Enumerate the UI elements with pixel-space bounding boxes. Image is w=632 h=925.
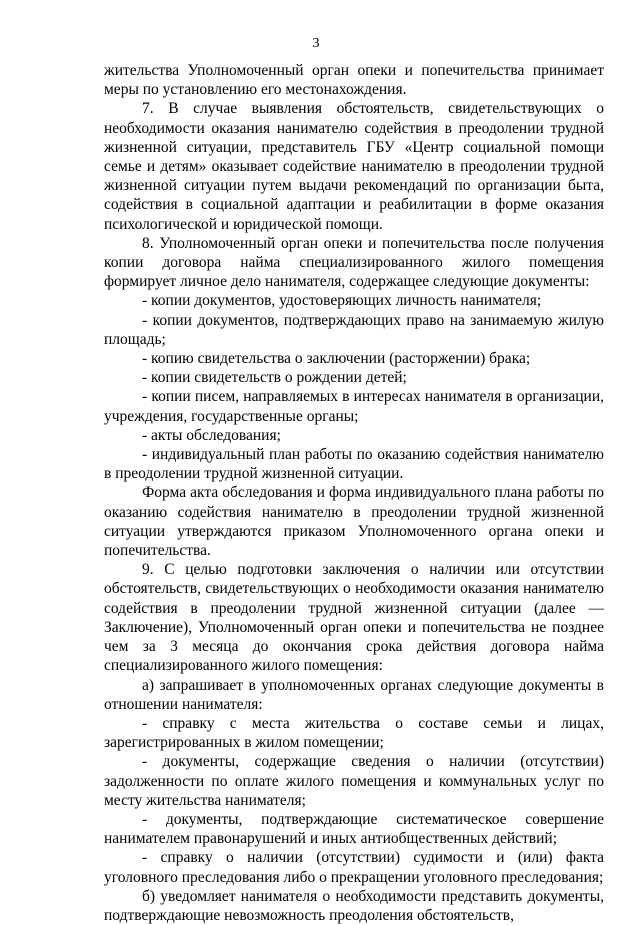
list-item: - справку с места жительства о составе семьи и лицах, зарегистрированных в жилом помещении; [104,714,604,752]
subitem-b: б) уведомляет нанимателя о необходимости представить документы, подтверждающие невозможность преодоления обстоятельств, [104,887,604,924]
paragraph-item-9: 9. С целью подготовки заключения о наличии или отсутствии обстоятельств, свидетельствующих о необходимости оказания нанимателю содействия в преодолении трудной жизненной ситуации (далее — Заключение), Уполномоченный орган опеки и попечительства не позднее чем за 3 месяца до окончания срока действия договора найма специализированного жилого помещения: [104,561,604,675]
list-item: - копии документов, удостоверяющих личность нанимателя; [142,292,542,310]
paragraph-continuation: жительства Уполномоченный орган опеки и попечительства принимает меры по установлению его местонахождения. [104,62,604,99]
subitem-a: а) запрашивает в уполномоченных органах следующие документы в отношении нанимателя: [104,676,604,713]
paragraph-item-8: 8. Уполномоченный орган опеки и попечительства после получения копии договора найма специализированного жилого помещения формирует личное дело нанимателя, содержащее следующие документы: [104,234,604,291]
paragraph-item-7: 7. В случае выявления обстоятельств, свидетельствующих о необходимости оказания нанимателю содействия в преодолении трудной жизненной ситуации, представитель ГБУ «Центр социальной помощи семье и детям» оказывает содействие нанимателю в преодолении трудной жизненной ситуации путем выдачи рекомендаций по организации быта, содействия в социальной адаптации и реабилитации в форме оказания психологической и юридической помощи. [104,100,604,233]
list-item: - документы, подтверждающие систематическое совершение нанимателем правонарушений и иных антиобщественных действий; [104,810,604,848]
list-item: - копию свидетельства о заключении (расторжении) брака; [142,350,531,368]
document-body [104,61,604,925]
paragraph-form-note: Форма акта обследования и форма индивидуального плана работы по оказанию содействия нанимателю в преодолении трудной жизненной ситуации утверждаются приказом Уполномоченного органа опеки и попечительства. [104,484,604,560]
list-item: - копии свидетельств о рождении детей; [142,369,407,387]
page-number: 3 [312,36,320,51]
list-item: - копии документов, подтверждающих право на занимаемую жилую площадь; [104,311,604,348]
list-item: - документы, содержащие сведения о наличии (отсутствии) задолженности по оплате жилого помещения и коммунальных услуг по месту жительства нанимателя; [104,753,604,809]
list-item: - акты обследования; [142,426,281,444]
list-item: - индивидуальный план работы по оказанию содействия нанимателю в преодолении трудной жизненной ситуации. [104,446,604,483]
list-item: - справку о наличии (отсутствии) судимости и (или) факта уголовного преследования либо о прекращении уголовного преследования; [104,849,604,886]
list-item: - копии писем, направляемых в интересах нанимателя в организации, учреждения, государственные органы; [104,388,604,425]
